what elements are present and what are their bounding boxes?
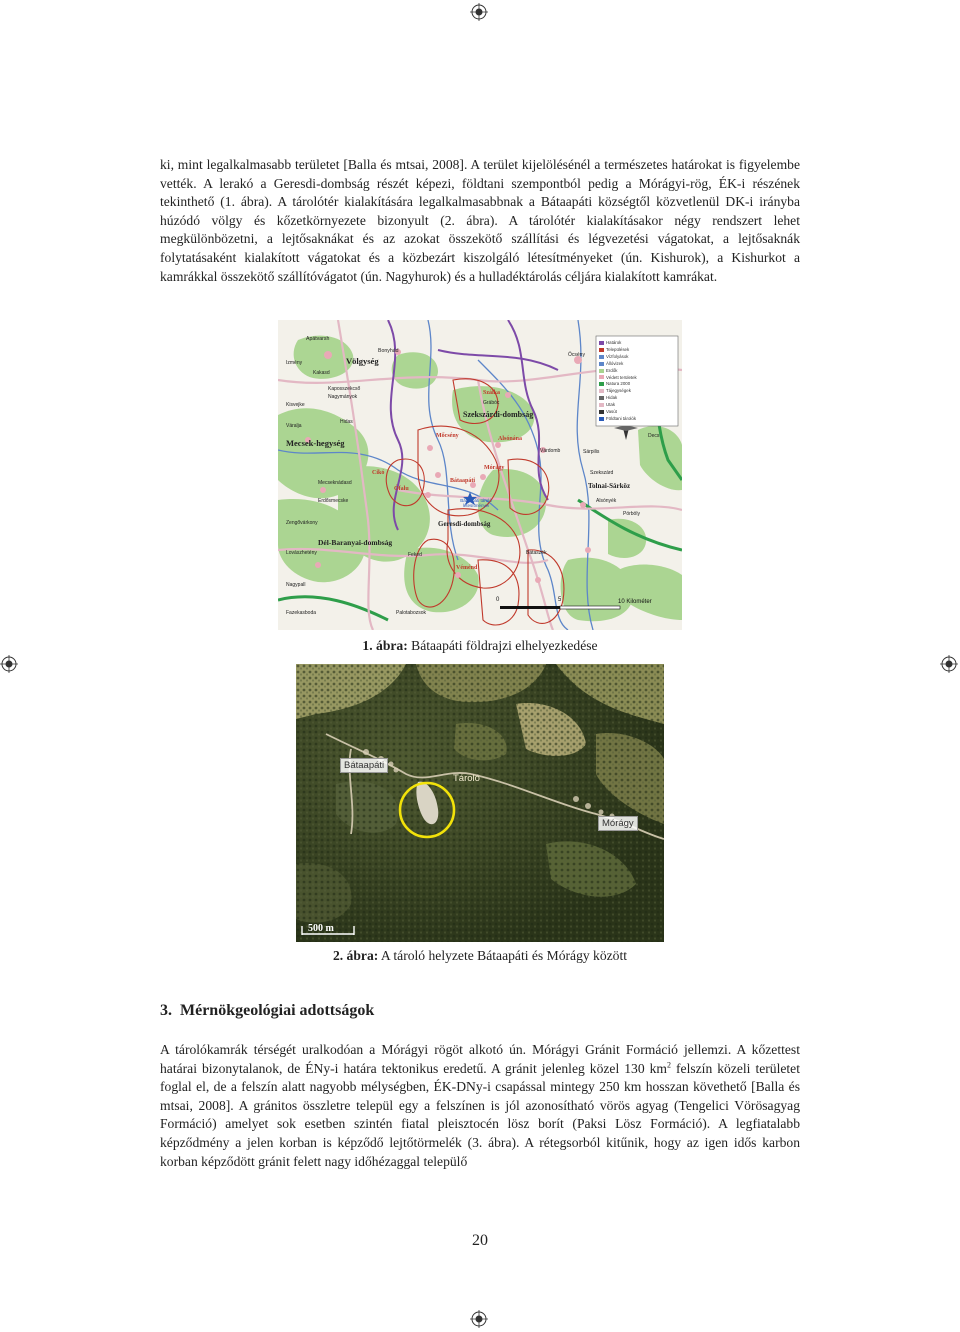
- map-place-label: Cikó: [372, 470, 385, 476]
- location-map: [278, 320, 682, 630]
- tarolo-map-label: Bátaapáti tároló létesítményei: [460, 498, 492, 508]
- legend-item: Hidak: [606, 395, 618, 401]
- map-place-label: Véménd: [456, 565, 478, 571]
- map-place-label: Zengővárkony: [286, 520, 318, 526]
- registration-mark-bottom: [470, 1310, 488, 1328]
- section-number: 3.: [160, 1002, 172, 1019]
- legend-item: Natura 2000: [606, 381, 631, 387]
- map-place-label: Szálka: [483, 390, 501, 396]
- satellite-scale-label: 500 m: [308, 923, 334, 934]
- map-place-label: Ófalu: [394, 486, 409, 492]
- figure1-caption: [160, 638, 800, 654]
- map-place-label: Izmény: [286, 360, 303, 366]
- para2-part2: felszín közeli területet foglal el, de a felszín alatt nagyobb mélységben, ÉK-DNy-i csapással mintegy 250 km hosszan követhető [Balla és mtsai, 2008]. A gránitos összletre települ egy a felszínen is jól azonosítható vörös agyag (Tengelici Vörösagyag Formáció) amelyet sok esetben szintén fiatal pleisztocén lösz borít (Paksi Lösz Formáció). A legfiatalabb képződmény a jelen korban is képződő lejtőtörmelék (3. ábra). A rétegsorból kitűnik, hogy az igen idős karbon korban képződött gránit felett nagy időhézaggal települő: [160, 1060, 800, 1169]
- satellite-image: [296, 664, 664, 942]
- legend-item: Erdők: [606, 367, 618, 373]
- para2-part1: A tárolókamrák térségét uralkodóan a Mórágyi rögöt alkotó ún. Mórágyi Gránit Formáció jellemzi. A kőzettest határai bizonytalanok, de ÉNy-i határa tektonikus eredetű. A gránit jelenleg közel 130 km: [160, 1042, 800, 1076]
- map-place-label: Palotabozsok: [396, 610, 427, 616]
- map-place-label: Bátaszék: [526, 550, 547, 556]
- map-place-label: Sárpilis: [583, 449, 600, 455]
- km-superscript: 2: [667, 1060, 671, 1070]
- map-place-label: Pörböly: [623, 511, 640, 517]
- legend-item: Települések: [606, 346, 630, 352]
- legend-item: Utak: [606, 402, 616, 408]
- map-place-label: Erdősmecske: [318, 498, 349, 504]
- figure2-caption-label: 2. ábra:: [332, 948, 379, 963]
- figure1-caption-text: Bátaapáti földrajzi elhelyezkedése: [411, 638, 598, 653]
- map-place-label: Mőcsény: [436, 433, 459, 439]
- label-moragy: Mórágy: [598, 816, 638, 831]
- map-place-label: Grábóc: [483, 400, 500, 406]
- legend-item: Vízfolyások: [606, 353, 629, 359]
- map-place-label: Őcsény: [568, 352, 585, 358]
- registration-mark-left: [0, 655, 18, 673]
- map-place-label: Geresdi-dombság: [438, 520, 491, 528]
- map-place-label: Dél-Baranyai-dombság: [318, 538, 393, 547]
- map-place-label: Tolnai-Sárköz: [588, 482, 631, 490]
- map-place-label: Alsónyék: [596, 498, 617, 504]
- figure2-caption-text: A tároló helyzete Bátaapáti és Mórágy között: [380, 948, 628, 963]
- registration-mark-right: [940, 655, 958, 673]
- map-place-label: Váralja: [286, 423, 302, 429]
- map-place-label: Apátvarsh: [306, 336, 330, 342]
- map-place-label: Kakasd: [313, 370, 330, 376]
- map-place-label: Völgység: [346, 356, 379, 366]
- legend-item: Tájegységek: [606, 388, 631, 394]
- intro-paragraph: ki, mint legalkalmasabb területet [Balla és mtsai, 2008]. A terület kijelölésénél a természetes határokat is figyelembe vették. A lerakó a Geresdi-dombság részét képezi, földtani szempontból pedig a Mórágyi-rög, ÉK-i részének tekinthető (1. ábra). A tárolótér kialakítására legalkalmasabbnak a Bátaapáti községtől közvetlenül DK-i irányba húzódó völgy és kőzetkörnyezete bizonyult (2. ábra). A tárolótér kialakításakor négy rendszert lehet megkülönbözetni, a lejtősaknákat és az azokat összekötő szállítási és légvezetési vágatokat, a lejtősaknák folytatásaként kialakított vágatokat és a közbezárt kiszolgáló létesítményeket (ún. Kishurok), a Kishurkot a kamrákkal összekötő szállítóvágatot (ún. Nagyhurok) és a hulladéktárolás céljára kialakított kamrákat.: [160, 157, 800, 284]
- legend-item: Védett területek: [606, 374, 637, 380]
- section-heading: [160, 1002, 374, 1020]
- map-place-label: Lovászhetény: [286, 550, 317, 556]
- map-place-label: Alsónána: [498, 436, 523, 442]
- section-title: Mérnökgeológiai adottságok: [180, 1002, 375, 1019]
- map-place-label: Mórágy: [484, 465, 505, 471]
- legend-item: Vasút: [606, 409, 617, 415]
- scale-five: 5: [558, 597, 562, 603]
- map-place-label: Nagymányok: [328, 394, 358, 400]
- map-place-label: Szekszárdi-dombság: [463, 410, 534, 419]
- map-place-label: Mecsek-hegység: [286, 438, 345, 448]
- legend-item: Határok: [606, 340, 622, 345]
- map-place-label: Kisvejke: [286, 402, 305, 408]
- figure2-caption: [160, 948, 800, 964]
- map-place-label: Hidas: [340, 419, 353, 425]
- map-place-label: Nagypall: [286, 582, 306, 588]
- scale-zero: 0: [496, 597, 500, 603]
- body-paragraph: [160, 1041, 800, 1171]
- label-bataapati: Bátaapáti: [340, 758, 388, 773]
- legend-item: Földtani tárolók: [606, 415, 637, 421]
- map-place-label: Feked: [408, 552, 422, 558]
- satellite-canvas: [296, 664, 664, 942]
- map-place-label: Fazekasboda: [286, 610, 317, 616]
- page-number: 20: [472, 1232, 488, 1249]
- map-place-label: Bátaapáti: [450, 478, 476, 484]
- scale-ten: 10 Kilométer: [618, 599, 652, 605]
- label-tarolo: Tároló: [453, 773, 480, 784]
- legend-item: Állóvizek: [606, 360, 624, 366]
- figure1-caption-label: 1. ábra:: [362, 638, 408, 653]
- map-place-label: Bonyhád: [378, 348, 399, 354]
- map-place-label: Várdomb: [540, 448, 561, 454]
- map-place-labels: [278, 320, 682, 630]
- map-place-label: Mecseknádasd: [318, 480, 352, 486]
- map-place-label: Szekszárd: [590, 470, 614, 476]
- map-place-label: Decs: [648, 433, 660, 439]
- registration-mark-top: [470, 3, 488, 21]
- map-place-label: Kaposszekcső: [328, 386, 361, 392]
